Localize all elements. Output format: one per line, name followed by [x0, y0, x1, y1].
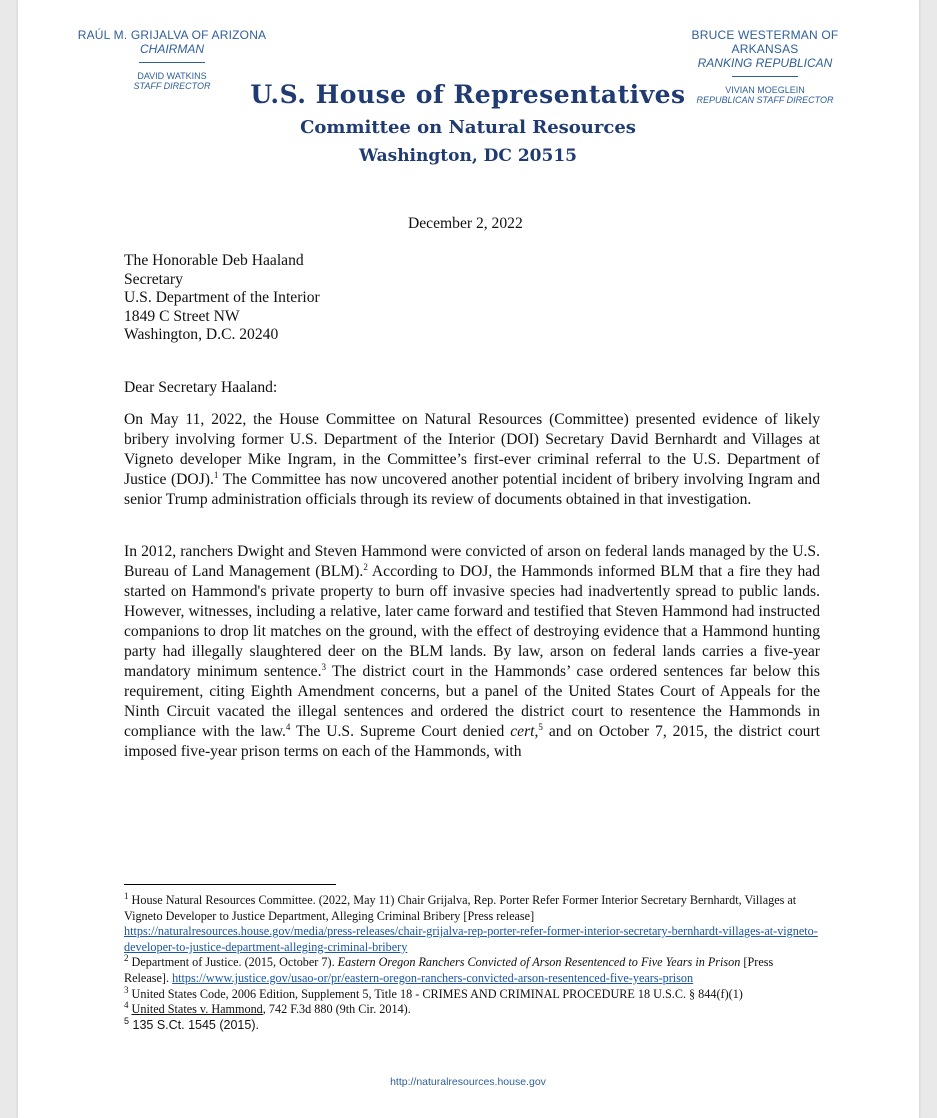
- address-line: The Honorable Deb Haaland: [124, 252, 304, 269]
- footnote-link[interactable]: https://naturalresources.house.gov/media/press-releases/chair-grijalva-rep-porter-refer-former-interior-secretary-bernhardt-villages-at-vigneto-developer-to-justice-department-alleging-criminal-bribery: [124, 924, 818, 954]
- divider: [732, 76, 798, 77]
- footnote-number: 3: [124, 984, 129, 995]
- paragraph-text: On May 11, 2022, the House Committee on Natural Resources (Committee) presented evidence of likely bribery involving former U.S. Department of the Interior (DOI) Secretary David Bernhardt and Villages at Vigneto developer Mike Ingram, in the Committee’s first-ever criminal referral to the U.S. Department of Justice (DOJ).: [124, 411, 820, 488]
- letter-page: [18, 0, 919, 1118]
- footnote-ref-5: 5: [538, 721, 543, 732]
- footnotes: [124, 890, 820, 1033]
- footnote-text: United States Code, 2006 Edition, Supplement 5, Title 18 - CRIMES AND CRIMINAL PROCEDURE 18 U.S.C. § 844(f)(1): [128, 986, 743, 1001]
- paragraph-text: The district court in the Hammonds’ case ordered sentences far below this requirement, citing Eighth Amendment concerns, but a panel of the United States Court of Appeals for the Ninth Circuit vacated the illegal sentences and ordered the district court to resentence the Hammonds in compliance with the law.: [124, 663, 820, 740]
- footnote-separator: [124, 884, 336, 885]
- house-heading: U.S. House of Representatives: [250, 80, 686, 109]
- address-line: U.S. Department of the Interior: [124, 289, 320, 307]
- footnote-5: [124, 1015, 820, 1034]
- footnote-ref-2: 2: [363, 561, 368, 572]
- footnote-text: Department of Justice. (2015, October 7).: [128, 955, 338, 970]
- address-line: Washington, D.C. 20240: [124, 326, 279, 344]
- footnote-number: 2: [124, 953, 129, 964]
- paragraph-text: and on October 7, 2015, the district court imposed five-year prison terms on each of the Hammonds, with: [124, 723, 820, 760]
- footnote-title: Eastern Oregon Ranchers Convicted of Arson Resentenced to Five Years in Prison: [337, 955, 741, 970]
- footnote-number: 1: [124, 890, 129, 901]
- salutation: Dear Secretary Haaland:: [124, 379, 278, 396]
- footnote-text: , 742 F.3d 880 (9th Cir. 2014).: [262, 1002, 411, 1017]
- footnote-ref-1: 1: [213, 469, 219, 480]
- footnote-1: [124, 890, 820, 955]
- divider: [139, 62, 205, 63]
- address-line: 1849 C Street NW: [124, 307, 240, 325]
- staff-director-title: STAFF DIRECTOR: [133, 81, 211, 91]
- paragraph-text: The Committee has now uncovered another potential incident of bribery involving Ingram and senior Trump administration officials through its review of documents obtained in that investigation.: [124, 471, 821, 508]
- ranking-member-name: BRUCE WESTERMAN OF ARKANSAS: [691, 28, 839, 56]
- footnote-4: [124, 1002, 820, 1018]
- paragraph-1: [124, 410, 820, 510]
- case-name: United States v. Hammond: [131, 1002, 263, 1017]
- ranking-member-title: RANKING REPUBLICAN: [697, 56, 833, 70]
- letter-date: December 2, 2022: [408, 215, 523, 232]
- republican-staff-director-title: REPUBLICAN STAFF DIRECTOR: [696, 95, 834, 105]
- cert-italic: cert: [510, 723, 535, 740]
- paragraph-text: The U.S. Supreme Court denied: [290, 723, 511, 740]
- staff-director-name: DAVID WATKINS: [137, 71, 207, 81]
- committee-heading: Committee on Natural Resources: [300, 117, 636, 138]
- footnote-link[interactable]: https://www.justice.gov/usao-or/pr/eastern-oregon-ranchers-convicted-arson-resentenced-five-years-prison: [172, 970, 694, 985]
- paragraph-text: In 2012, ranchers Dwight and Steven Hammond were convicted of arson on federal lands managed by the U.S. Bureau of Land Management (BLM).: [124, 543, 820, 580]
- republican-staff-director-name: VIVIAN MOEGLEIN: [725, 85, 805, 95]
- footnote-ref-4: 4: [285, 721, 291, 732]
- paragraph-2: [124, 542, 820, 762]
- recipient-address: [124, 252, 820, 345]
- city-heading: Washington, DC 20515: [359, 146, 577, 166]
- footnote-number: 5: [124, 1015, 130, 1026]
- footnote-2: [124, 955, 820, 986]
- footnote-ref-3: 3: [321, 661, 326, 672]
- footer-website[interactable]: http://naturalresources.house.gov: [390, 1076, 546, 1088]
- address-line: Secretary: [124, 270, 183, 288]
- paragraph-text: ,: [534, 723, 539, 740]
- footnote-text: 135 S.Ct. 1545 (2015).: [129, 1017, 259, 1032]
- paragraph-text: According to DOJ, the Hammonds informed BLM that a fire they had started on Hammond's private property to burn off invasive species had inadvertently spread to public lands. However, witnesses, including a relative, later came forward and testified that Steven Hammond had instructed companions to drop lit matches on the ground, with the effect of destroying evidence that a Hammond hunting party had illegally slaughtered deer on the BLM lands. By law, arson on federal lands carries a five-year mandatory minimum sentence.: [124, 563, 820, 680]
- footnote-text: House Natural Resources Committee. (2022, May 11) Chair Grijalva, Rep. Porter Refer Former Interior Secretary Bernhardt, Villages at Vigneto Developer to Justice Department, Alleging Criminal Bribery [Press release]: [124, 893, 797, 923]
- chairman-title: CHAIRMAN: [139, 42, 204, 56]
- footnote-text: [Press Release].: [124, 955, 774, 985]
- footnote-number: 4: [124, 1000, 129, 1011]
- footnote-3: [124, 984, 820, 1003]
- chairman-name: RAÚL M. GRIJALVA OF ARIZONA: [77, 28, 267, 42]
